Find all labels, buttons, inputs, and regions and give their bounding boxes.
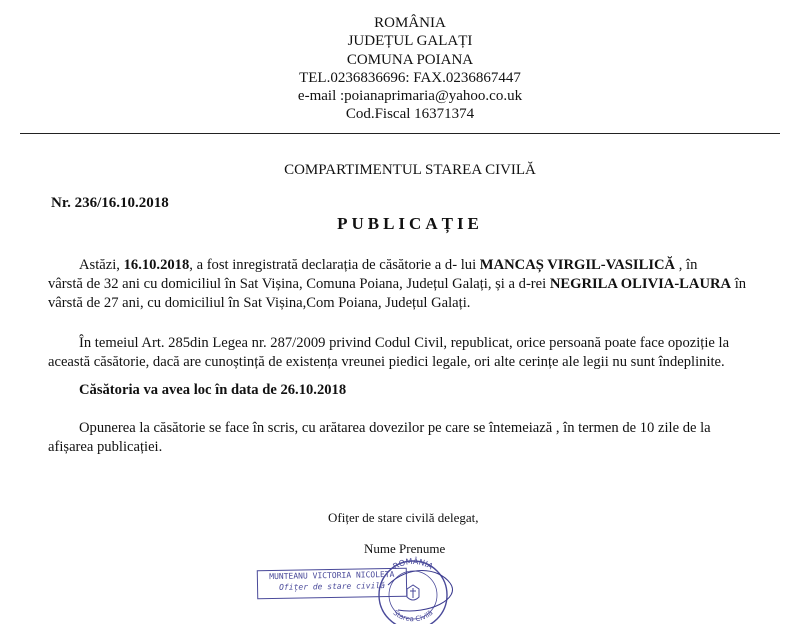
header-country: ROMÂNIA [374,15,446,31]
header-commune: COMUNA POIANA [346,51,474,68]
groom-name: MANCAȘ VIRGIL-VASILICĂ [479,257,676,273]
official-stamp [240,555,470,624]
round-seal-icon [368,555,458,624]
text: vârstă de 32 ani cu domiciliul în Sat Vișina, Comuna Poiana, Județul Galați, și a d-rei [48,276,550,292]
registration-number: Nr. 236/16.10.2018 [51,195,169,211]
header-fiscal-code: Cod.Fiscal 16371374 [345,106,475,123]
officer-role: Ofițer de stare civilă delegat, [328,510,479,525]
para1-line1 [79,257,697,274]
department-title: COMPARTIMENTUL STAREA CIVILĂ [284,162,536,178]
para1-line3: vârstă de 27 ani, cu domiciliul în Sat Vișina,Com Poiana, Județul Galați. [48,295,471,311]
bride-name: NEGRILA OLIVIA-LAURA [549,276,732,292]
seal-bottom-text: Starea Civilă [391,608,435,624]
para2-line1: În temeiul Art. 285din Legea nr. 287/2009 privind Codul Civil, republicat, orice persoană poate face opoziție la [79,335,730,351]
text: Astăzi, [79,257,124,273]
header-phone-fax: TEL.0236836696: FAX.0236867447 [299,69,521,86]
stamp-line1: MUNTEANU VICTORIA NICOLETA [269,569,395,582]
header-county: JUDEȚUL GALAȚI [347,33,473,50]
header-email: e-mail :poianaprimaria@yahoo.co.uk [297,88,523,105]
seal-top-text: ROMÂNIA [391,556,435,572]
document-header [250,14,570,124]
text: în [731,276,747,292]
text: , în [675,257,698,273]
registration-date: 16.10.2018 [123,257,190,273]
para1-line2 [48,276,746,293]
header-divider [20,133,780,134]
text: , a fost inregistrată declarația de căsătorie a d- lui [189,257,480,273]
name-label: Nume Prenume [364,541,446,556]
marriage-date-line: Căsătoria va avea loc în data de 26.10.2018 [79,382,347,398]
document-title: PUBLICAȚIE [337,214,483,233]
para2-line2: această căsătorie, dacă are cunoștință de existența vreunei piedici legale, ori alte cerințe ale legii nu sunt îndeplinite. [48,354,725,370]
para3-line2: afișarea publicației. [48,439,163,455]
para3-line1: Opunerea la căsătorie se face în scris, cu arătarea dovezilor pe care se întemeiază , în termen de 10 zile de la [79,420,711,436]
stamp-line2: Ofițer de stare civilă [278,581,386,592]
